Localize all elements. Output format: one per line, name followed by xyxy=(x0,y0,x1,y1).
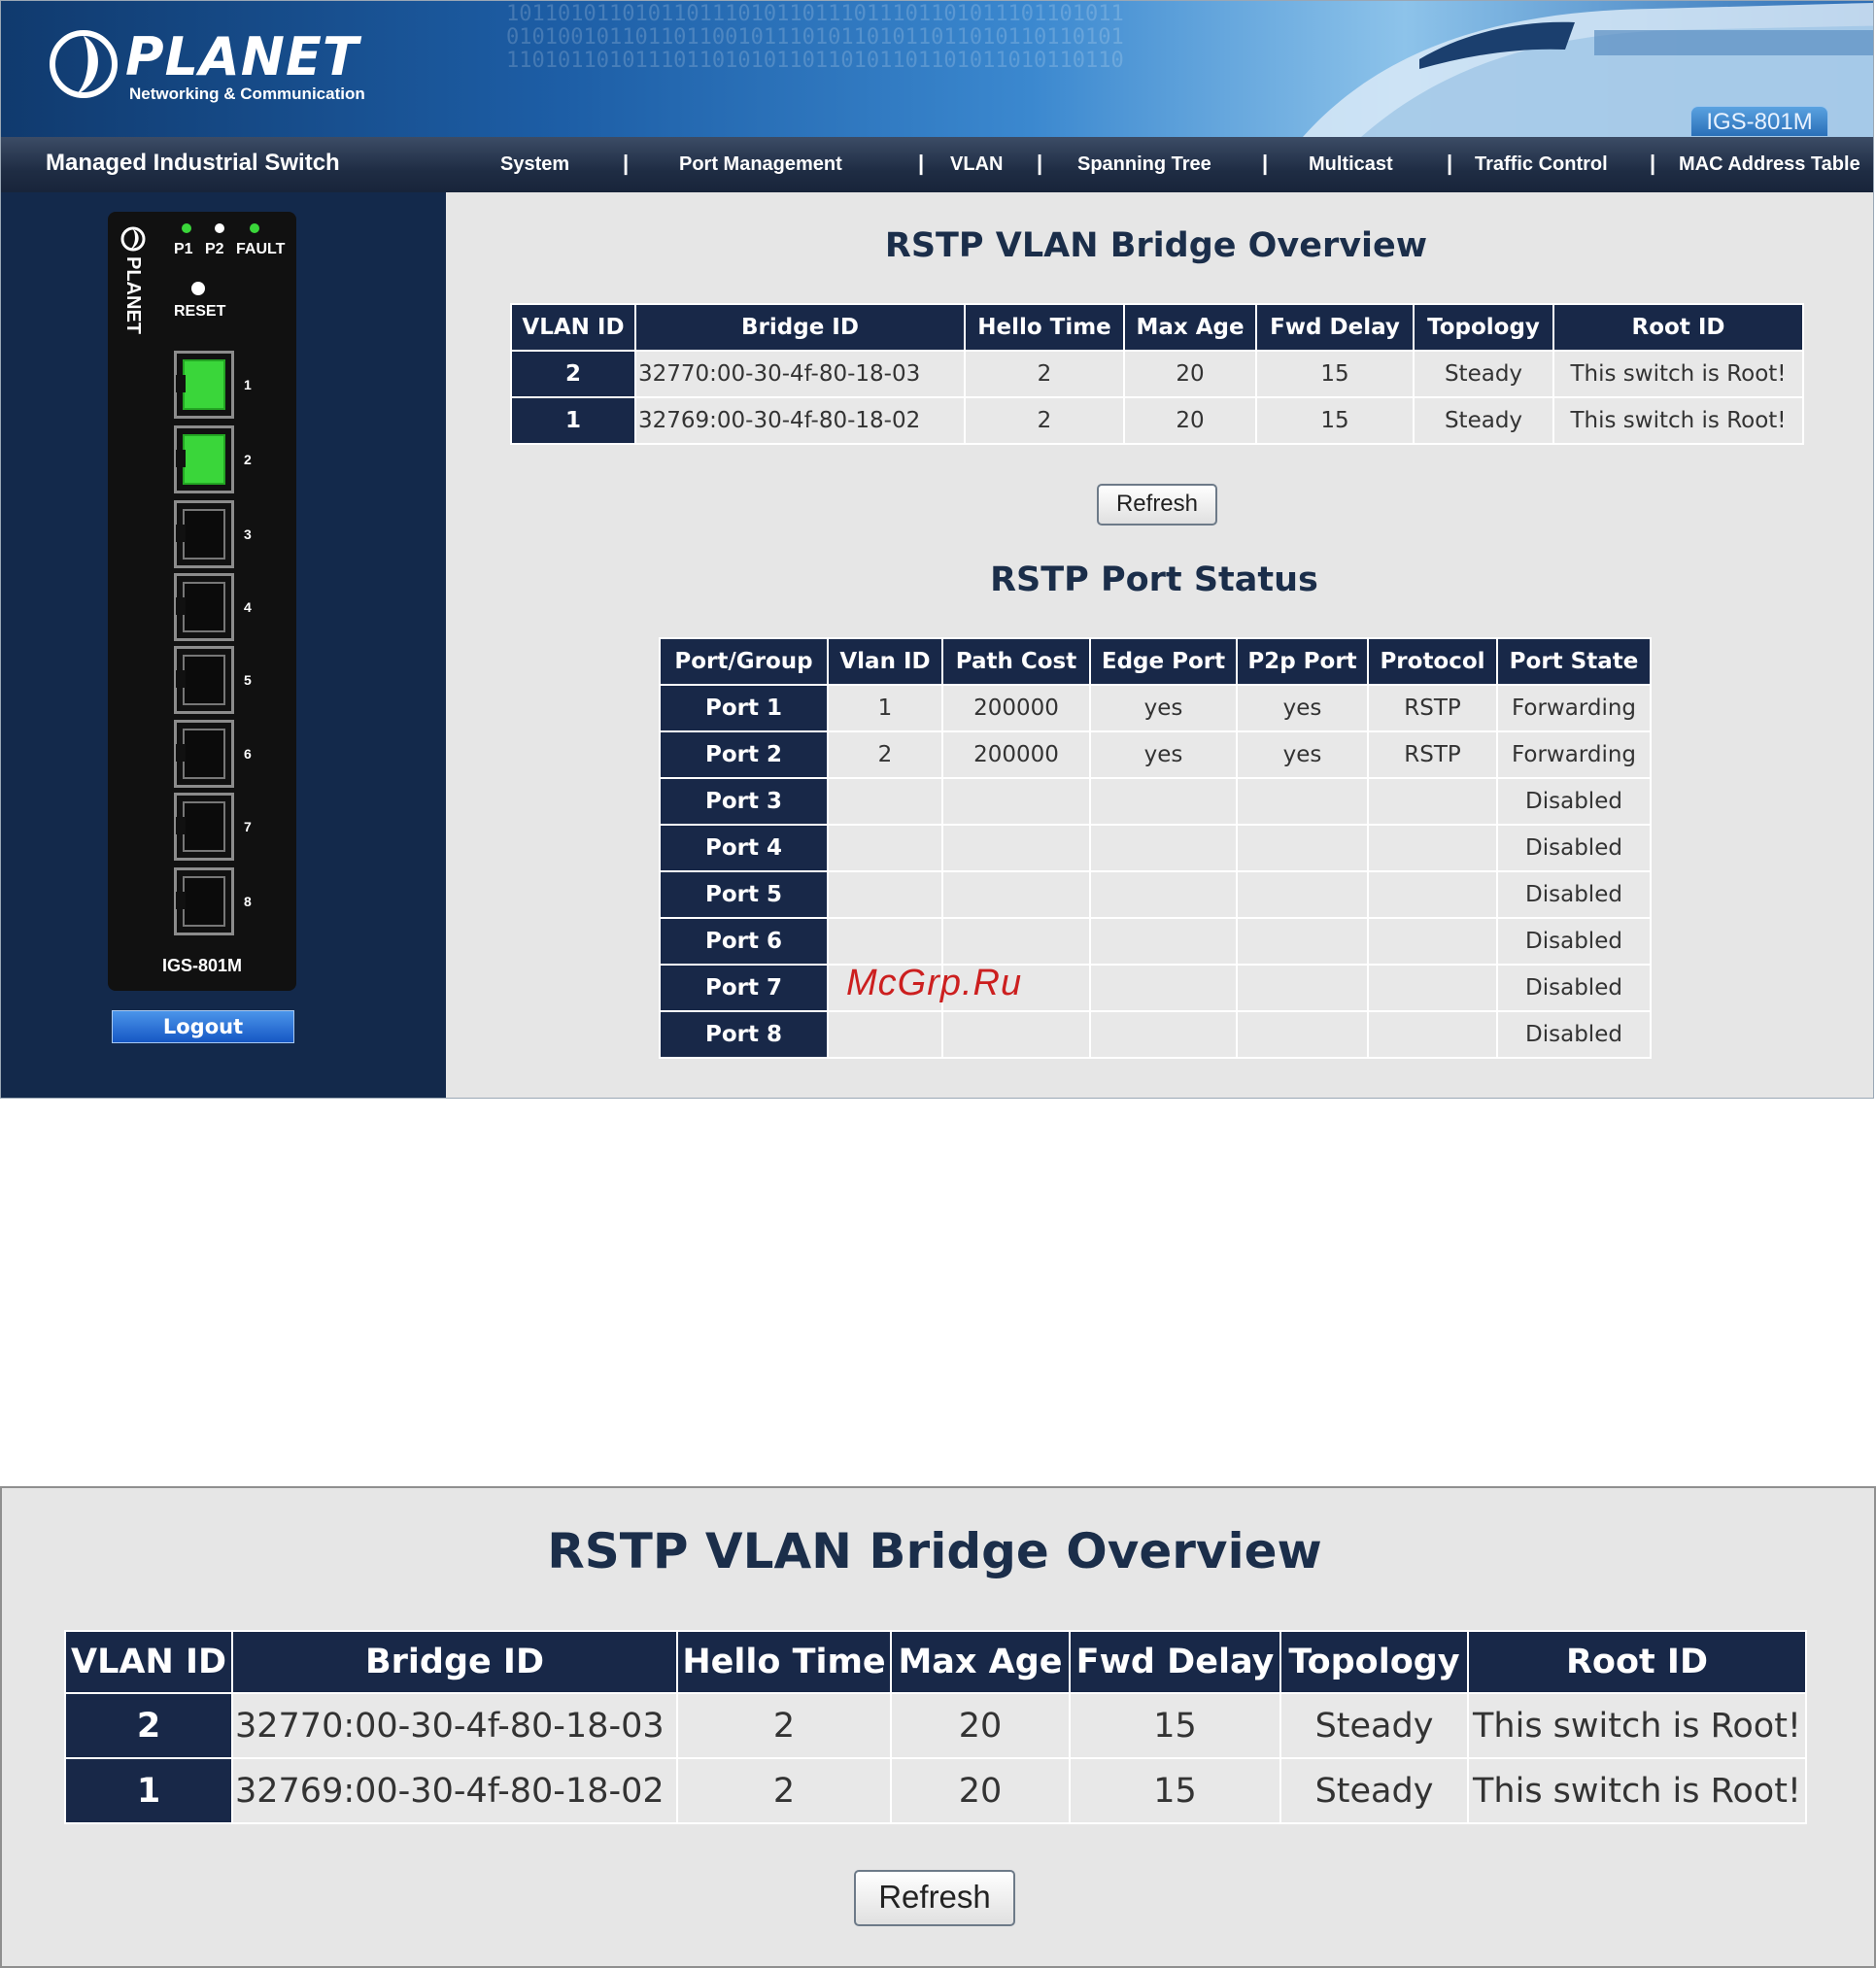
vlan-id-cell xyxy=(828,871,942,918)
nav-port-management[interactable]: Port Management xyxy=(679,153,842,175)
port-status-table xyxy=(659,637,1652,1059)
port-cell: Port 3 xyxy=(660,778,828,825)
port-number: 4 xyxy=(244,599,252,615)
column-header: Root ID xyxy=(1553,304,1803,351)
model-tag: IGS-801M xyxy=(1690,106,1828,136)
bridge-overview-table-zoomed xyxy=(64,1630,1807,1824)
port-state-cell: Disabled xyxy=(1497,778,1651,825)
table-row xyxy=(660,731,1651,778)
p2p-port-cell xyxy=(1237,965,1368,1011)
root-id-cell: This switch is Root! xyxy=(1553,397,1803,444)
p2p-port-cell xyxy=(1237,825,1368,871)
table-row xyxy=(660,965,1651,1011)
brand-name: PLANET xyxy=(125,26,359,87)
port-cell: Port 6 xyxy=(660,918,828,965)
vertical-brand-text: PLANET xyxy=(122,256,144,334)
bridge-overview-zoomed-screenshot xyxy=(0,1486,1876,1968)
nav-separator: | xyxy=(918,151,925,175)
column-header: Hello Time xyxy=(965,304,1124,351)
p2p-port-cell: yes xyxy=(1237,731,1368,778)
led-label-p1: P1 xyxy=(174,241,193,257)
port-state-cell: Disabled xyxy=(1497,1011,1651,1058)
column-header: Fwd Delay xyxy=(1070,1631,1280,1693)
port-number: 1 xyxy=(244,377,252,392)
edge-port-cell: yes xyxy=(1090,731,1237,778)
nav-separator: | xyxy=(1262,151,1269,175)
hello-time-cell: 2 xyxy=(965,351,1124,397)
led-label-fault: FAULT xyxy=(236,241,286,257)
port-number: 7 xyxy=(244,819,252,834)
path-cost-cell: 200000 xyxy=(942,731,1090,778)
vlan-id-cell xyxy=(828,918,942,965)
port-8-jack xyxy=(174,867,234,935)
nav-separator: | xyxy=(623,151,630,175)
brand-tagline: Networking & Communication xyxy=(129,85,365,103)
bridge-id-cell: 32770:00-30-4f-80-18-03 xyxy=(232,1693,677,1758)
column-header: Bridge ID xyxy=(232,1631,677,1693)
nav-separator: | xyxy=(1650,151,1656,175)
bridge-overview-table xyxy=(510,303,1804,445)
bridge-overview-title: RSTP VLAN Bridge Overview xyxy=(884,226,1428,265)
switch-front-panel xyxy=(108,212,296,991)
column-header: Edge Port xyxy=(1090,638,1237,685)
topology-cell: Steady xyxy=(1414,351,1553,397)
hello-time-cell: 2 xyxy=(677,1693,891,1758)
protocol-cell xyxy=(1368,778,1497,825)
path-cost-cell: 200000 xyxy=(942,685,1090,731)
column-header: Vlan ID xyxy=(828,638,942,685)
bridge-id-cell: 32770:00-30-4f-80-18-03 xyxy=(635,351,965,397)
port-state-cell: Disabled xyxy=(1497,965,1651,1011)
port-number: 3 xyxy=(244,526,252,542)
reset-button-hole xyxy=(191,282,205,295)
nav-traffic-control[interactable]: Traffic Control xyxy=(1475,153,1608,175)
p2p-port-cell xyxy=(1237,918,1368,965)
port-state-cell: Forwarding xyxy=(1497,731,1651,778)
port-state-cell: Disabled xyxy=(1497,871,1651,918)
vlan-id-cell xyxy=(828,825,942,871)
vlan-id-cell: 2 xyxy=(511,351,635,397)
port-cell: Port 2 xyxy=(660,731,828,778)
vlan-id-cell: 1 xyxy=(65,1758,232,1823)
column-header: Topology xyxy=(1280,1631,1468,1693)
protocol-cell: RSTP xyxy=(1368,685,1497,731)
root-id-cell: This switch is Root! xyxy=(1468,1693,1806,1758)
p2p-port-cell xyxy=(1237,1011,1368,1058)
led-fault xyxy=(250,223,259,233)
port-state-cell: Forwarding xyxy=(1497,685,1651,731)
edge-port-cell xyxy=(1090,918,1237,965)
port-2-jack xyxy=(174,425,234,493)
port-6-jack xyxy=(174,720,234,788)
protocol-cell xyxy=(1368,1011,1497,1058)
table-row xyxy=(660,1011,1651,1058)
vlan-id-cell: 2 xyxy=(828,731,942,778)
column-header: Fwd Delay xyxy=(1256,304,1414,351)
fwd-delay-cell: 15 xyxy=(1070,1693,1280,1758)
port-state-cell: Disabled xyxy=(1497,918,1651,965)
path-cost-cell xyxy=(942,918,1090,965)
port-4-jack xyxy=(174,573,234,641)
device-model-label: IGS-801M xyxy=(161,956,243,975)
planet-logo xyxy=(48,26,365,106)
column-header: Max Age xyxy=(891,1631,1070,1693)
topology-cell: Steady xyxy=(1414,397,1553,444)
table-row xyxy=(65,1693,1806,1758)
reset-label: RESET xyxy=(174,303,226,320)
table-header-row xyxy=(65,1631,1806,1693)
edge-port-cell: yes xyxy=(1090,685,1237,731)
max-age-cell: 20 xyxy=(1124,351,1256,397)
topology-cell: Steady xyxy=(1280,1693,1468,1758)
header-banner xyxy=(1,1,1873,137)
port-number: 6 xyxy=(244,746,252,762)
edge-port-cell xyxy=(1090,871,1237,918)
path-cost-cell xyxy=(942,825,1090,871)
refresh-button[interactable]: Refresh xyxy=(1097,484,1217,526)
column-header: Hello Time xyxy=(677,1631,891,1693)
bridge-id-cell: 32769:00-30-4f-80-18-02 xyxy=(635,397,965,444)
vlan-id-cell: 1 xyxy=(828,685,942,731)
max-age-cell: 20 xyxy=(1124,397,1256,444)
root-id-cell: This switch is Root! xyxy=(1468,1758,1806,1823)
vlan-id-cell: 2 xyxy=(65,1693,232,1758)
table-row xyxy=(660,685,1651,731)
planet-vertical-logo xyxy=(119,225,147,342)
binary-background: 101101011010110111010110111011101101011101101011 010100101101101100101110101101011011010110110101 110101101011101101010110110101101101011010110110 xyxy=(506,3,1124,73)
edge-port-cell xyxy=(1090,825,1237,871)
top-navigation xyxy=(1,137,1873,192)
port-cell: Port 1 xyxy=(660,685,828,731)
table-row xyxy=(660,918,1651,965)
column-header: VLAN ID xyxy=(65,1631,232,1693)
max-age-cell: 20 xyxy=(891,1758,1070,1823)
table-row xyxy=(660,778,1651,825)
p2p-port-cell: yes xyxy=(1237,685,1368,731)
max-age-cell: 20 xyxy=(891,1693,1070,1758)
led-label-p2: P2 xyxy=(205,241,224,257)
product-title: Managed Industrial Switch xyxy=(46,150,340,176)
table-row xyxy=(65,1758,1806,1823)
sidebar xyxy=(1,192,446,1099)
edge-port-cell xyxy=(1090,1011,1237,1058)
nav-spanning-tree[interactable]: Spanning Tree xyxy=(1077,153,1211,175)
logout-button[interactable]: Logout xyxy=(112,1010,294,1043)
nav-vlan[interactable]: VLAN xyxy=(950,153,1004,175)
table-row xyxy=(511,397,1803,444)
table-row xyxy=(511,351,1803,397)
port-cell: Port 4 xyxy=(660,825,828,871)
path-cost-cell xyxy=(942,1011,1090,1058)
protocol-cell xyxy=(1368,871,1497,918)
table-row xyxy=(660,825,1651,871)
column-header: Protocol xyxy=(1368,638,1497,685)
port-5-jack xyxy=(174,646,234,714)
port-3-jack xyxy=(174,500,234,568)
fwd-delay-cell: 15 xyxy=(1256,397,1414,444)
nav-separator: | xyxy=(1447,151,1453,175)
root-id-cell: This switch is Root! xyxy=(1553,351,1803,397)
fwd-delay-cell: 15 xyxy=(1070,1758,1280,1823)
nav-multicast[interactable]: Multicast xyxy=(1309,153,1393,175)
port-cell: Port 5 xyxy=(660,871,828,918)
hello-time-cell: 2 xyxy=(965,397,1124,444)
protocol-cell xyxy=(1368,825,1497,871)
column-header: P2p Port xyxy=(1237,638,1368,685)
bridge-id-cell: 32769:00-30-4f-80-18-02 xyxy=(232,1758,677,1823)
column-header: Port/Group xyxy=(660,638,828,685)
led-p1 xyxy=(182,223,191,233)
protocol-cell xyxy=(1368,965,1497,1011)
p2p-port-cell xyxy=(1237,778,1368,825)
column-header: Bridge ID xyxy=(635,304,965,351)
topology-cell: Steady xyxy=(1280,1758,1468,1823)
bridge-overview-title-zoomed: RSTP VLAN Bridge Overview xyxy=(547,1523,1322,1579)
column-header: VLAN ID xyxy=(511,304,635,351)
port-1-jack xyxy=(174,351,234,419)
path-cost-cell xyxy=(942,871,1090,918)
protocol-cell: RSTP xyxy=(1368,731,1497,778)
port-number: 2 xyxy=(244,452,252,467)
hello-time-cell: 2 xyxy=(677,1758,891,1823)
fwd-delay-cell: 15 xyxy=(1256,351,1414,397)
table-row xyxy=(660,871,1651,918)
vlan-id-cell xyxy=(828,778,942,825)
port-status-title: RSTP Port Status xyxy=(990,560,1318,599)
port-cell: Port 8 xyxy=(660,1011,828,1058)
nav-system[interactable]: System xyxy=(500,153,570,175)
column-header: Path Cost xyxy=(942,638,1090,685)
edge-port-cell xyxy=(1090,965,1237,1011)
nav-mac-address-table[interactable]: MAC Address Table xyxy=(1679,153,1860,175)
p2p-port-cell xyxy=(1237,871,1368,918)
port-7-jack xyxy=(174,793,234,861)
vlan-id-cell: 1 xyxy=(511,397,635,444)
column-header: Port State xyxy=(1497,638,1651,685)
port-state-cell: Disabled xyxy=(1497,825,1651,871)
port-cell: Port 7 xyxy=(660,965,828,1011)
port-number: 5 xyxy=(244,672,252,688)
planet-globe-icon xyxy=(48,28,119,100)
column-header: Topology xyxy=(1414,304,1553,351)
column-header: Max Age xyxy=(1124,304,1256,351)
refresh-button-zoomed[interactable]: Refresh xyxy=(854,1870,1015,1926)
vlan-id-cell xyxy=(828,1011,942,1058)
table-header-row xyxy=(660,638,1651,685)
edge-port-cell xyxy=(1090,778,1237,825)
watermark: McGrp.Ru xyxy=(846,963,1023,1003)
nav-separator: | xyxy=(1037,151,1043,175)
led-p2 xyxy=(215,223,224,233)
column-header: Root ID xyxy=(1468,1631,1806,1693)
port-number: 8 xyxy=(244,894,252,909)
table-header-row xyxy=(511,304,1803,351)
protocol-cell xyxy=(1368,918,1497,965)
path-cost-cell xyxy=(942,778,1090,825)
